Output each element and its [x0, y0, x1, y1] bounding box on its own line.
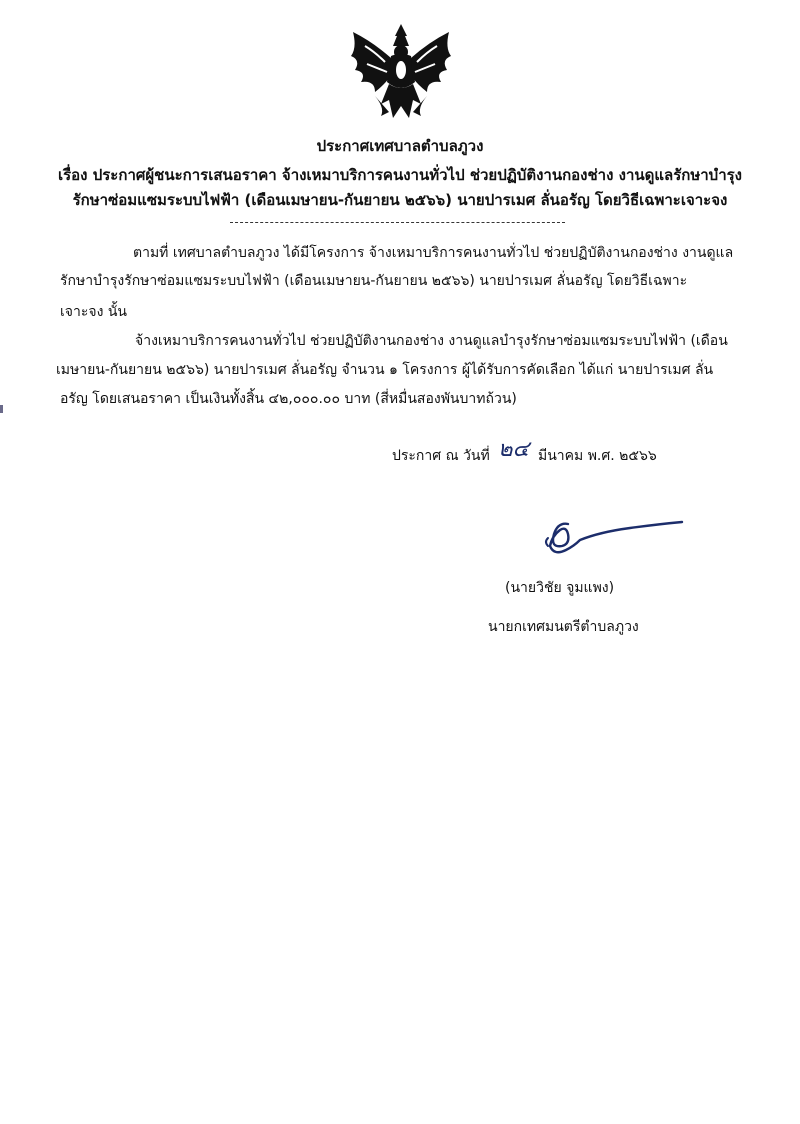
garuda-emblem-icon	[345, 22, 457, 122]
paragraph-2-line-2: เมษายน-กันยายน ๒๕๖๖) นายปารเมศ ลั่นอรัญ จำนวน ๑ โครงการ ผู้ได้รับการคัดเลือก ได้แก่ นายปารเมศ ลั่น	[56, 362, 714, 378]
document-subject-line-1: เรื่อง ประกาศผู้ชนะการเสนอราคา จ้างเหมาบริการคนงานทั่วไป ช่วยปฏิบัติงานกองช่าง งานดูแลรักษาบำรุง	[57, 166, 743, 184]
dashed-divider	[230, 222, 565, 223]
paragraph-2-line-1: จ้างเหมาบริการคนงานทั่วไป ช่วยปฏิบัติงานกองช่าง งานดูแลบำรุงรักษาซ่อมแซมระบบไฟฟ้า (เดือน	[135, 333, 728, 349]
announcement-date-prefix: ประกาศ ณ วันที่	[392, 448, 490, 464]
document-subject-line-2: รักษาซ่อมแซมระบบไฟฟ้า (เดือนเมษายน-กันยายน ๒๕๖๖) นายปารเมศ ลั่นอรัญ โดยวิธีเฉพาะเจาะจง	[72, 191, 728, 209]
paragraph-1-line-2: รักษาบำรุงรักษาซ่อมแซมระบบไฟฟ้า (เดือนเมษายน-กันยายน ๒๕๖๖) นายปารเมศ ลั่นอรัญ โดยวิธีเฉพาะ	[60, 273, 688, 289]
signatory-position: นายกเทศมนตรีตำบลภูวง	[488, 619, 639, 635]
paragraph-1-line-3: เจาะจง นั้น	[60, 304, 127, 320]
signatory-name: (นายวิชัย จูมแพง)	[505, 580, 615, 596]
document-organization: ประกาศเทศบาลตำบลภูวง	[316, 137, 484, 155]
announcement-day-handwritten: ๒๔	[498, 437, 530, 462]
paragraph-1-line-1: ตามที่ เทศบาลตำบลภูวง ได้มีโครงการ จ้างเหมาบริการคนงานทั่วไป ช่วยปฏิบัติงานกองช่าง งานดูแล	[133, 245, 734, 261]
paragraph-2-line-3: อรัญ โดยเสนอราคา เป็นเงินทั้งสิ้น ๔๒,๐๐๐.๐๐ บาท (สี่หมื่นสองพันบาทถ้วน)	[60, 391, 517, 407]
scan-edge-mark	[0, 405, 3, 413]
handwritten-signature	[540, 516, 685, 561]
announcement-date-suffix: มีนาคม พ.ศ. ๒๕๖๖	[538, 448, 657, 464]
